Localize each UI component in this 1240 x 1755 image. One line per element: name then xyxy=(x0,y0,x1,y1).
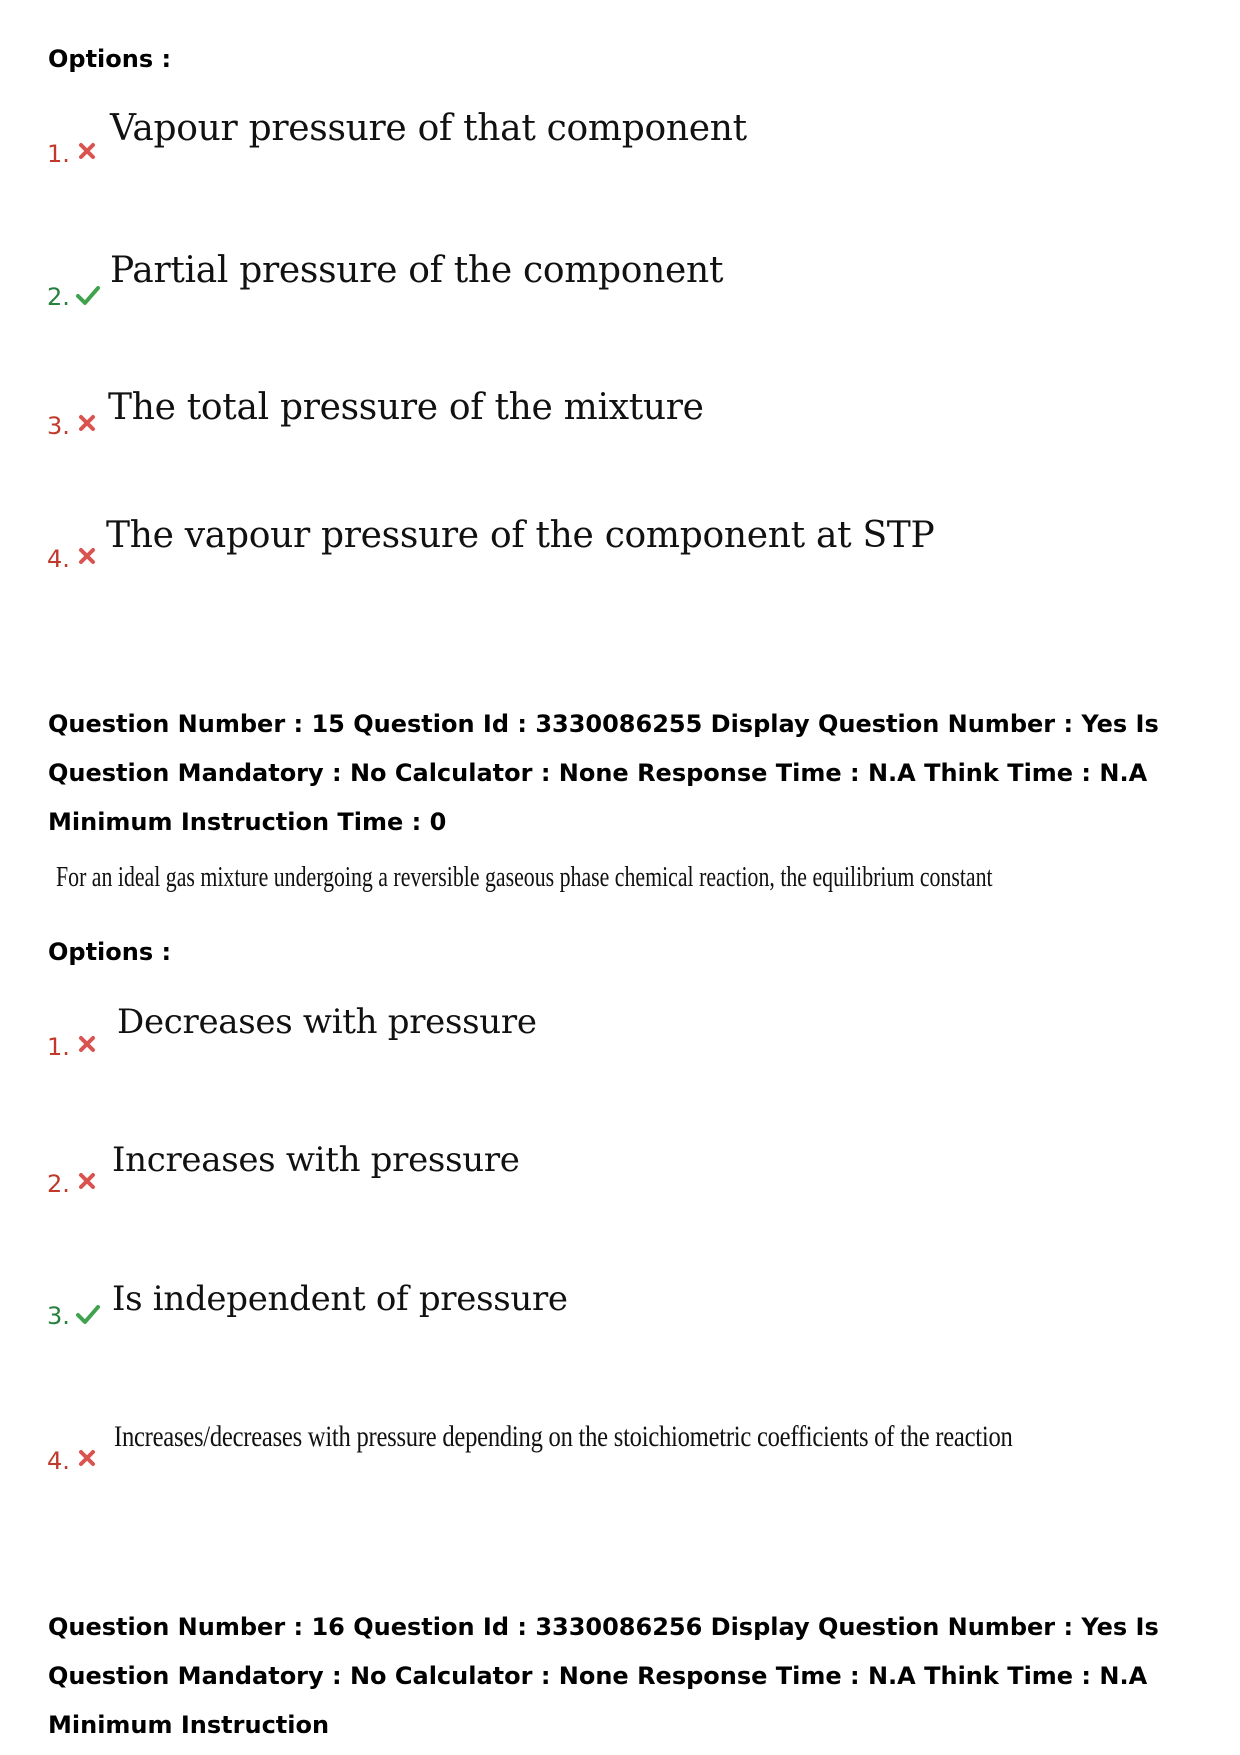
cross-icon xyxy=(76,140,98,162)
cross-icon xyxy=(76,1033,98,1055)
option-number: 2. xyxy=(47,1170,70,1198)
cross-icon xyxy=(76,412,98,434)
cross-icon xyxy=(76,545,98,567)
option-number: 4. xyxy=(47,1447,70,1475)
option-text: The total pressure of the mixture xyxy=(108,387,704,428)
option-text: Vapour pressure of that component xyxy=(110,108,747,149)
option-number: 3. xyxy=(47,1302,70,1330)
check-icon xyxy=(75,284,101,306)
option-number: 4. xyxy=(47,545,70,573)
question-text: For an ideal gas mixture undergoing a reversible gaseous phase chemical reaction, the equilibrium constant xyxy=(56,862,993,893)
option-text: Partial pressure of the component xyxy=(110,250,724,291)
option-text: Increases/decreases with pressure depending on the stoichiometric coefficients of the reaction xyxy=(114,1420,1013,1453)
option-number: 1. xyxy=(47,140,70,168)
option-text: Decreases with pressure xyxy=(117,1002,537,1042)
option-number: 1. xyxy=(47,1033,70,1061)
question-header: Question Number : 16 Question Id : 3330086256 Display Question Number : Yes Is Question Mandatory : No Calculator : None Response Time : N.A Think Time : N.A Minimum Instruction xyxy=(48,1613,1159,1739)
cross-icon xyxy=(76,1170,98,1192)
check-icon xyxy=(75,1303,101,1325)
option-text: Is independent of pressure xyxy=(112,1279,568,1319)
option-number: 3. xyxy=(47,412,70,440)
options-label: Options : xyxy=(48,938,172,966)
question-header: Question Number : 15 Question Id : 3330086255 Display Question Number : Yes Is Question Mandatory : No Calculator : None Response Time : N.A Think Time : N.A Minimum Instruction Time : 0 xyxy=(48,710,1159,836)
option-number: 2. xyxy=(47,283,70,311)
option-text: The vapour pressure of the component at STP xyxy=(106,515,935,556)
option-text: Increases with pressure xyxy=(112,1140,520,1180)
cross-icon xyxy=(76,1447,98,1469)
options-label: Options : xyxy=(48,45,172,73)
